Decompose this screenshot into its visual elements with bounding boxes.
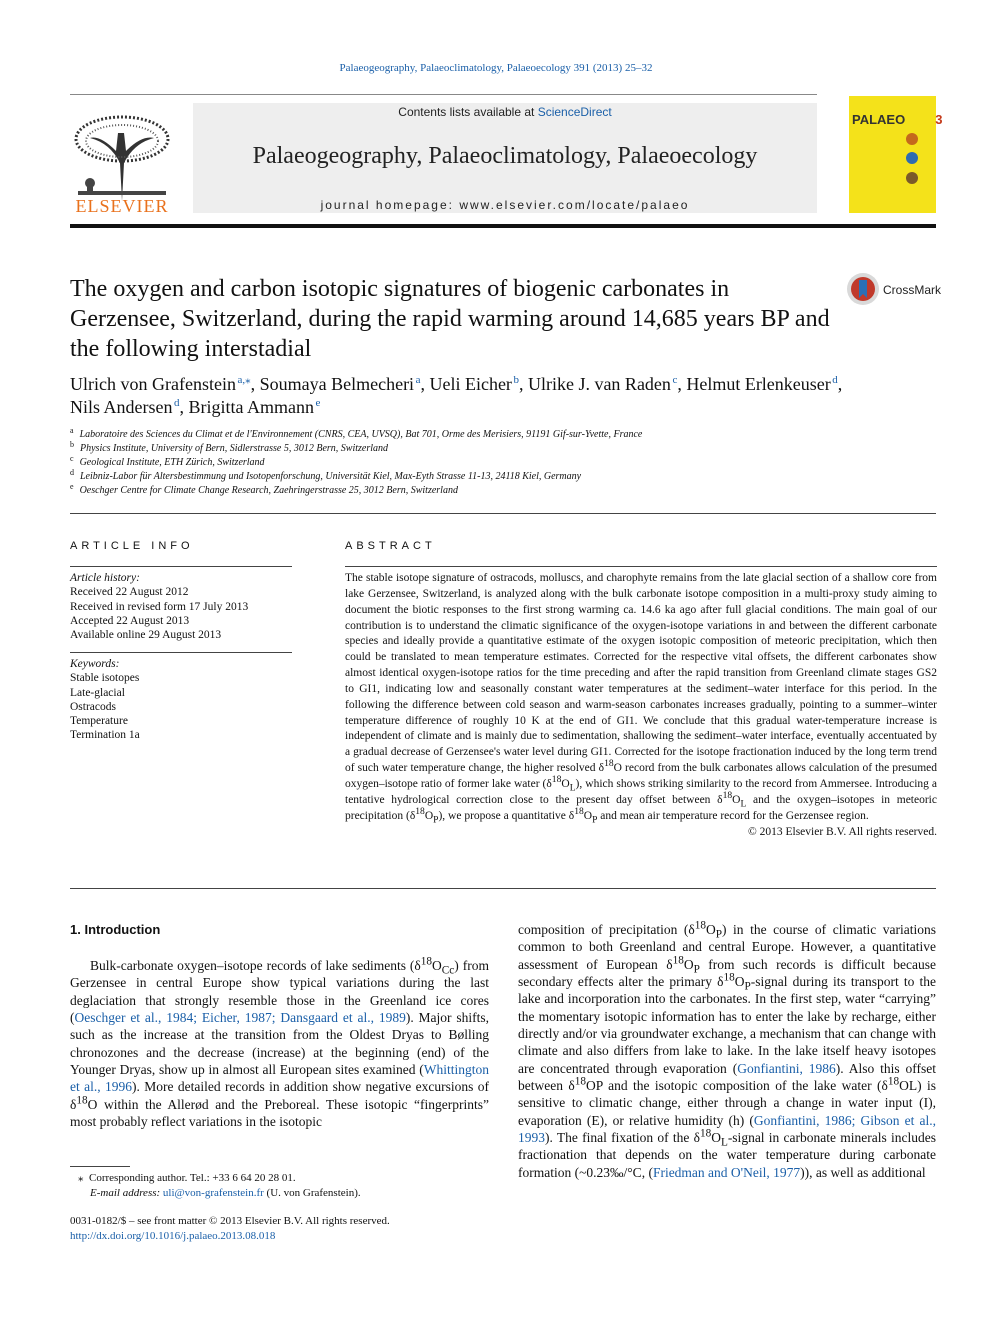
author-name[interactable]: Ulrich von Grafenstein — [70, 374, 236, 394]
author-name[interactable]: Ueli Eicher — [429, 374, 512, 394]
homepage-prefix: journal homepage: — [320, 198, 460, 212]
cover-title: PALAEO 3 — [852, 112, 943, 127]
header-rule — [70, 94, 817, 95]
citation-link[interactable]: Gonfiantini, 1986 — [737, 1060, 836, 1076]
author-name[interactable]: Helmut Erlenkeuser — [686, 374, 831, 394]
email-link[interactable]: uli@von-grafenstein.fr — [162, 1187, 264, 1199]
sciencedirect-link[interactable]: ScienceDirect — [537, 105, 612, 119]
history-item: Accepted 22 August 2013 — [70, 614, 190, 627]
keyword-item: Stable isotopes — [70, 672, 140, 685]
author-list: Ulrich von Grafenstein $^{a,⁎}$, Soumaya Belmecheri $^a$, Ueli Eicher $^b$, Ulrike J. van Raden $^c$, Helmut Erlenkeuser $^d$, Nils Andersen $^d$, Brigitta Ammann $^e$ — [70, 374, 843, 417]
article-info-heading: ARTICLE INFO — [70, 540, 194, 552]
author-affil-sup[interactable]: c — [672, 374, 678, 386]
keyword-item: Ostracods — [70, 700, 116, 713]
history-item: Received 22 August 2012 — [70, 586, 189, 599]
header-thick-rule — [70, 224, 936, 228]
abstract-text: The stable isotope signature of ostracods, molluscs, and charophyte remains from the late glacial section of a shallow core from lake Gerzensee, Switzerland, is analyzed along with the bulk carbonate isotope composition in a multi-proxy study aiming to document the biotic responses to the first strong warming ca. 14.6 ka ago after full glacial conditions. The main goal of our contribution is to understand the climatic significance of the oxygen-isotope variations in and between the different carbonate species and ideally provide a quantitative estimate of the oxygen isotopic composition of meteoric precipitation, which then could be translated to mean temperature estimates. Corrected for the respective vital offsets, the different carbonates show almost identical oxygen-isotope ratios for the time preceding and after the rapid transition from Greenland climate stages GS2 to GI1, indicating low and seasonally constant water temperatures at the sediment–water interface for this period. In the following the difference between cold season and warm-season carbonates increases gradually, pointing to a summer–winter temperature difference of roughly 10 K at the end of GI1. We conclude that this gradual water-temperature increase is independent of climate and is mainly due to sedimentation, shallowing the sediment–water interface, eventually accentuated by a gradual decrease of Gerzensee's water level during GI1. Corrected for the isotope fractionation induced by the long term trend of such water temperature change, the higher resolved $\delta^{18}O$ record from the bulk carbonates allows calculation of the presumed oxygen–isotope ratio of former lake water $(\delta^{18}O_L)$, which shows striking similarity to the record from Ammersee. Introducing a tentative hydrological correction close to the present day offset between $\delta^{18}O_L$ and the oxygen–isotopes in meteoric precipitation $(\delta^{18}O_P)$, we propose a quantitative $\delta^{18}O_P$ and mean air temperature record for the Gerzensee region. © 2013 Elsevier B.V. All rights reserved. — [345, 571, 937, 840]
affiliations — [70, 425, 936, 498]
keywords-label: Keywords: — [70, 658, 120, 670]
issn-line: 0031-0182/$ – see front matter © 2013 Elsevier B.V. All rights reserved. — [70, 1215, 390, 1227]
footnote-corresponding: ⁎ Corresponding author. Tel.: +33 6 64 20 28 01. E-mail address: uli@von-grafenstein.fr (U. von Grafenstein). — [78, 1172, 361, 1199]
abstract-rule — [345, 566, 937, 567]
intro-left-column — [70, 957, 489, 1130]
affiliation-item: $^c$ Geological Institute, ETH Zürich, Switzerland — [70, 453, 265, 468]
history-item: Available online 29 August 2013 — [70, 629, 222, 642]
contents-prefix: Contents lists available at — [398, 105, 538, 119]
affiliation-rule — [70, 513, 936, 514]
article-title: The oxygen and carbon isotopic signatures of biogenic carbonates in Gerzensee, Switzerland, during the rapid warming around 14,685 years BP and the following interstadial — [70, 276, 830, 362]
affiliation-item: $^b$ Physics Institute, University of Bern, Sidlerstrasse 5, 3012 Bern, Switzerland — [70, 439, 389, 454]
introduction-heading: 1. Introduction — [70, 922, 161, 937]
intro-paragraph: Bulk-carbonate oxygen–isotope records of lake sediments $(\delta^{18}O_{Cc})$ from Gerzensee in central Europe show typical variations during the last deglaciation that strongly resemble those in the Greenland ice cores (Oeschger et al., 1984; Eicher, 1987; Dansgaard et al., 1989). Major shifts, such as the increase at the transition from the Oldest Dryas to Bølling chronozones and the decrease (increase) at the beginning (end) of the Younger Dryas, show up in almost all European sites examined (Whittington et al., 1996). More detailed records in addition show negative excursions of $\delta^{18}O$ within the Allerød and the Preboreal. These isotopic “fingerprints” most probably reflect variations in the isotopic — [70, 955, 490, 1130]
footnote-rule — [70, 1166, 130, 1167]
article-info-rule — [70, 566, 292, 567]
keyword-item: Termination 1a — [70, 729, 140, 742]
history-label: Article history: — [70, 572, 140, 584]
keyword-item: Late-glacial — [70, 686, 125, 699]
author-affil-sup[interactable]: d — [832, 374, 838, 386]
keywords-rule — [70, 652, 292, 653]
abstract-bottom-rule — [70, 888, 936, 889]
crossmark-icon[interactable] — [846, 272, 880, 306]
author-affil-sup[interactable]: d — [174, 397, 180, 409]
elsevier-wordmark: ELSEVIER — [75, 196, 169, 216]
citation-link[interactable]: Whittington et al., 1996 — [70, 1062, 489, 1095]
author-affil-sup[interactable]: a — [415, 374, 421, 386]
journal-citation[interactable]: Palaeogeography, Palaeoclimatology, Palaeoecology 391 (2013) 25–32 — [339, 62, 653, 74]
cover-globes-icon — [900, 130, 924, 190]
keyword-item: Temperature — [70, 715, 128, 728]
citation-link[interactable]: Gonfiantini, 1986; Gibson et al., 1993 — [518, 1112, 937, 1146]
homepage-url[interactable]: www.elsevier.com/locate/palaeo — [459, 198, 690, 212]
author-name[interactable]: Ulrike J. van Raden — [527, 374, 671, 394]
author-name[interactable]: Soumaya Belmecheri — [259, 374, 415, 394]
journal-homepage — [193, 198, 817, 212]
doi-link[interactable]: http://dx.doi.org/10.1016/j.palaeo.2013.08.018 — [70, 1230, 276, 1242]
author-affil-sup[interactable]: a,⁎ — [237, 374, 251, 386]
author-affil-sup[interactable]: b — [513, 374, 519, 386]
intro-paragraph: composition of precipitation $(\delta^{18}O_P)$ in the course of climatic variations common to both Greenland and central Europe. However, a quantitative assessment of European $\delta^{18}O_P$ from such records is difficult because secondary effects alter the primary $\delta^{18}O_P$-signal during its transport to the lake and incorporation into the carbonates. In the first step, water “carrying” the momentary isotopic information has to enter the lake by recharge, either directly and/or via groundwater exchange, a mechanism that can change with climate and also differs from lake to lake. In the lake itself heavy isotopes are concentrated through evaporation (Gonfiantini, 1986). Also this offset between $\delta^{18}OP$ and the isotopic composition of the lake water $(\delta^{18}OL)$ is sensitive to climatic change, either through a change in water input (I), evaporation (E), or relative humidity (h) (Gonfiantini, 1986; Gibson et al., 1993). The final fixation of the $\delta^{18}O_L$-signal in carbonate minerals includes fractionation that depends on the water temperature during carbonate formation (~0.23‰/°C, (Friedman and O'Neil, 1977)), as well as additional — [518, 919, 937, 1180]
article-history — [70, 571, 292, 642]
affiliation-item: $^a$ Laboratoire des Sciences du Climat et de l'Environnement (CNRS, CEA, UVSQ), Bat 701, Orme des Merisiers, 91191 Gif-sur-Yvette, France — [70, 425, 643, 440]
abstract-heading: ABSTRACT — [345, 540, 436, 552]
history-item: Received in revised form 17 July 2013 — [70, 600, 249, 613]
citation-link[interactable]: Oeschger et al., 1984; Eicher, 1987; Dansgaard et al., 1989 — [74, 1010, 406, 1026]
keywords — [70, 657, 292, 743]
contents-line — [193, 105, 817, 119]
journal-title: Palaeogeography, Palaeoclimatology, Palaeoecology — [252, 143, 758, 169]
author-name[interactable]: Brigitta Ammann — [188, 397, 315, 417]
crossmark-label[interactable]: CrossMark — [883, 283, 942, 297]
affiliation-item: $^e$ Oeschger Centre for Climate Change Research, Zaehringerstrasse 25, 3012 Bern, Switzerland — [70, 481, 458, 496]
copyright: © 2013 Elsevier B.V. All rights reserved. — [748, 825, 937, 838]
citation-link[interactable]: Friedman and O'Neil, 1977 — [652, 1164, 801, 1180]
author-affil-sup[interactable]: e — [315, 397, 321, 409]
intro-right-column — [518, 921, 936, 1181]
affiliation-item: $^d$ Leibniz-Labor für Altersbestimmung und Isotopenforschung, Universität Kiel, Max-Eyth Strasse 11-13, 24118 Kiel, Germany — [70, 467, 582, 482]
author-name[interactable]: Nils Andersen — [70, 397, 173, 417]
footnote-issn — [70, 1214, 570, 1244]
